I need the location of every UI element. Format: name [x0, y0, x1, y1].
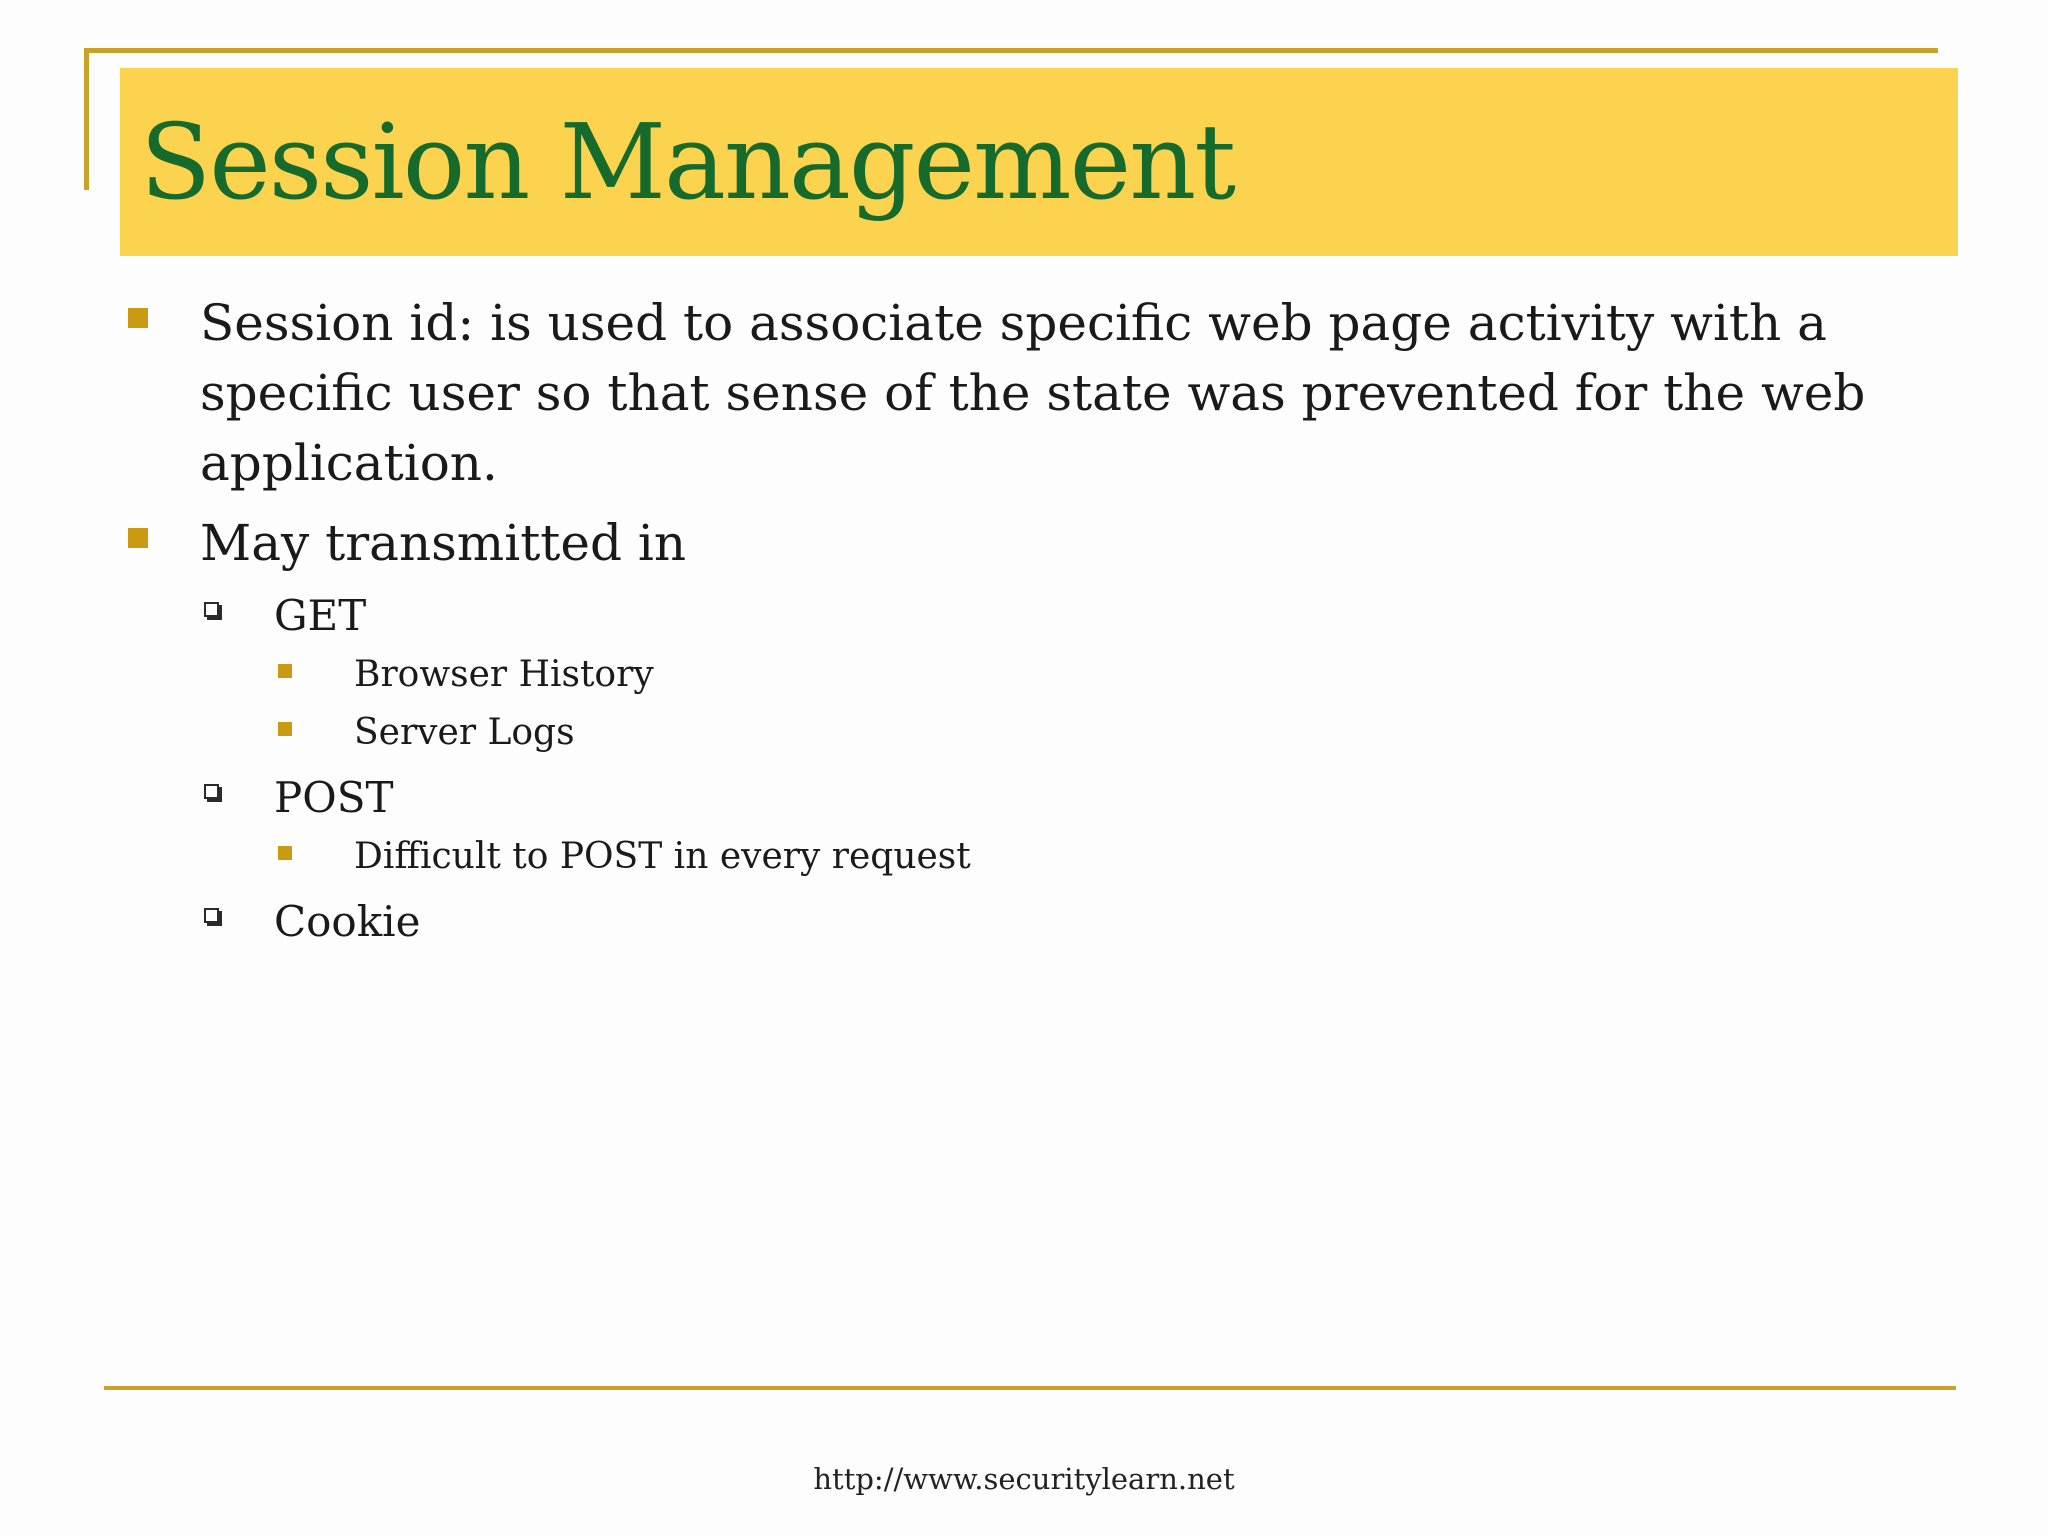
- frame-top-line: [84, 48, 1938, 53]
- sub-item-post: POST: [274, 773, 394, 822]
- footer-divider: [104, 1386, 1956, 1390]
- footer-url: http://www.securitylearn.net: [813, 1462, 1235, 1496]
- small-square-bullet-icon: [278, 722, 292, 736]
- frame-left-line: [84, 48, 89, 190]
- sub-sub-item-post-difficulty: Difficult to POST in every request: [354, 836, 971, 877]
- slide-title: Session Management: [140, 101, 1234, 223]
- hollow-box-bullet-icon: [204, 602, 219, 617]
- bullet-square-icon: [128, 308, 148, 328]
- sub-sub-item-server-logs: Server Logs: [354, 712, 575, 753]
- bullet-square-icon: [128, 528, 148, 548]
- bullet-1-line-1: Session id: is used to associate specific web page activity with a: [200, 294, 1827, 352]
- small-square-bullet-icon: [278, 664, 292, 678]
- bullet-1-line-3: application.: [200, 434, 498, 492]
- bullet-2-text: May transmitted in: [200, 514, 687, 572]
- sub-sub-item-browser-history: Browser History: [354, 654, 654, 695]
- sub-item-cookie: Cookie: [274, 897, 421, 946]
- hollow-box-bullet-icon: [204, 908, 219, 923]
- bullet-1-line-2: specific user so that sense of the state was prevented for the web: [200, 364, 1866, 422]
- small-square-bullet-icon: [278, 846, 292, 860]
- hollow-box-bullet-icon: [204, 784, 219, 799]
- sub-item-get: GET: [274, 591, 367, 640]
